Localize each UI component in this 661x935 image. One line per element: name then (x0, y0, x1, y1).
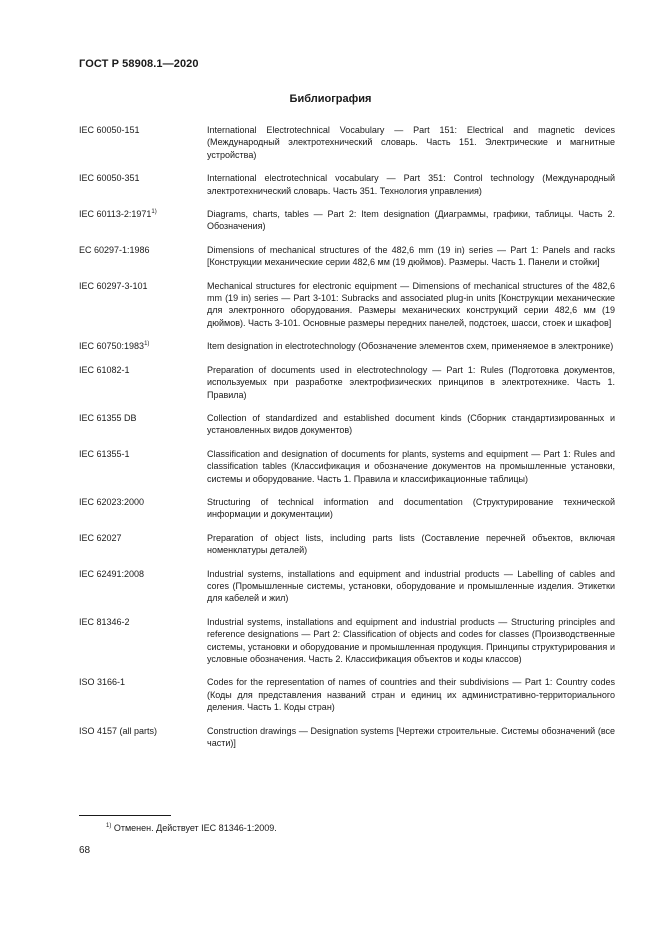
section-title: Библиография (289, 93, 372, 105)
entry-code (79, 412, 207, 437)
page-number: 68 (79, 845, 91, 856)
entry-code (79, 208, 207, 233)
entry-code-text: IEC 62491:2008 (79, 568, 145, 579)
entry-description: Mechanical structures for electronic equipment — Dimensions of mechanical structures of the 482,6 mm (19 in) series — Part 3-101: Subracks and associated plug-in units [Конструкции механические для электронного оборудования. Размеры механических конструкций серии 482,6 мм (19 дюймов). Часть 3-101. Основные размеры передних панелей, подстоек, шасси, стоек и шкафов] (207, 280, 615, 328)
entry-description: International electrotechnical vocabulary — Part 351: Control technology (Международный электротехнический словарь. Часть 351. Технология управления) (207, 173, 615, 196)
entry-description: Preparation of documents used in electrotechnology — Part 1: Rules (Подготовка документов, используемых при разработке электрофизических принципов в электротехнике. Часть 1. Правила) (207, 364, 615, 400)
bibliography-entry (79, 725, 615, 750)
entry-code-text: ISO 3166-1 (79, 677, 126, 688)
entry-code (79, 496, 207, 521)
entry-code-text: IEC 60050-351 (79, 173, 140, 184)
entry-description: Construction drawings — Designation systems [Чертежи строительные. Системы обозначений (все части)] (207, 725, 615, 749)
entry-code-text: EC 60297-1:1986 (79, 244, 150, 255)
entry-code (79, 244, 207, 269)
bibliography-entry (79, 124, 615, 161)
document-header: ГОСТ Р 58908.1—2020 (79, 58, 199, 70)
bibliography-entry (79, 208, 615, 233)
entry-code-text: IEC 60750:1983 (79, 341, 145, 352)
entry-code (79, 568, 207, 605)
entry-description: Industrial systems, installations and equipment and industrial products — Labelling of cables and cores (Промышленные системы, установки, оборудование и промышленные изделия. Этикетки для кабелей и жил) (207, 568, 615, 604)
bibliography-entry (79, 244, 615, 269)
entry-code (79, 532, 207, 557)
entry-code (79, 616, 207, 666)
entry-description: Classification and designation of documents for plants, systems and equipment — Part 1: Rules and classification tables (Классификация и обозначение документов на промышленные установки, системы и оборудование. Часть 1. Правила и классификационные таблицы) (207, 448, 615, 484)
entry-description: International Electrotechnical Vocabulary — Part 151: Electrical and magnetic devices (Международный электротехнический словарь. Часть 151. Электрические и магнитные устройства) (207, 125, 615, 160)
entry-code-text: IEC 81346-2 (79, 616, 130, 627)
entry-code (79, 124, 207, 161)
entry-description: Industrial systems, installations and equipment and industrial products — Structuring principles and reference designations — Part 2: Classification of objects and codes for classes (Производственные системы, установки и оборудование и промышленная продукция. Принципы структурирования и условные обозначения. Часть 2. Классификация объектов и коды классов) (207, 616, 615, 664)
footnote (106, 823, 277, 833)
footnote-ref: 1) (151, 209, 157, 216)
entry-description: Collection of standardized and established document kinds (Сборник стандартизированных и установленных видов документов) (207, 412, 615, 436)
bibliography-list (79, 124, 615, 760)
entry-code-text: IEC 60050-151 (79, 125, 140, 135)
entry-code-text: IEC 60113-2:1971 (79, 209, 152, 220)
bibliography-entry (79, 172, 615, 197)
entry-code (79, 364, 207, 401)
bibliography-entry (79, 340, 615, 352)
bibliography-entry (79, 676, 615, 713)
entry-code-text: ISO 4157 (all parts) (79, 725, 158, 736)
entry-code-text: IEC 61355-1 (79, 448, 130, 459)
bibliography-entry (79, 280, 615, 330)
entry-code (79, 340, 207, 352)
entry-code (79, 172, 207, 197)
entry-description: Dimensions of mechanical structures of the 482,6 mm (19 in) series — Part 1: Panels and racks [Конструкции механические серии 482,6 мм (19 дюймов). Размеры. Часть 1. Панели и стойки] (207, 244, 615, 268)
bibliography-entry (79, 568, 615, 605)
entry-code-text: IEC 61355 DB (79, 412, 137, 423)
entry-description: Preparation of object lists, including parts lists (Составление перечней объектов, включая номенклатуры деталей) (207, 532, 615, 556)
entry-description: Diagrams, charts, tables — Part 2: Item designation (Диаграммы, графики, таблицы. Часть 2. Обозначения) (207, 209, 615, 232)
bibliography-entry (79, 616, 615, 666)
footnote-marker: 1) (106, 823, 112, 829)
footnote-divider (79, 815, 171, 816)
entry-description: Codes for the representation of names of countries and their subdivisions — Part 1: Country codes (Коды для представления названий стран и единиц их административно-территориального деления. Часть 1. Коды стран) (207, 677, 615, 713)
entry-code-text: IEC 60297-3-101 (79, 280, 148, 291)
bibliography-entry (79, 364, 615, 401)
footnote-ref: 1) (144, 341, 150, 348)
bibliography-entry (79, 412, 615, 437)
footnote-text: Отменен. Действует IEC 81346-1:2009. (113, 823, 277, 833)
entry-code-text: IEC 62023:2000 (79, 496, 145, 507)
entry-code (79, 280, 207, 330)
entry-code (79, 676, 207, 713)
bibliography-entry (79, 496, 615, 521)
entry-code-text: IEC 61082-1 (79, 364, 130, 375)
entry-code (79, 725, 207, 750)
entry-code-text: IEC 62027 (79, 532, 122, 543)
bibliography-entry (79, 448, 615, 485)
entry-description: Structuring of technical information and documentation (Структурирование технической информации и документации) (207, 496, 615, 520)
entry-code (79, 448, 207, 485)
entry-description: Item designation in electrotechnology (Обозначение элементов схем, применяемое в электронике) (207, 341, 614, 352)
bibliography-entry (79, 532, 615, 557)
